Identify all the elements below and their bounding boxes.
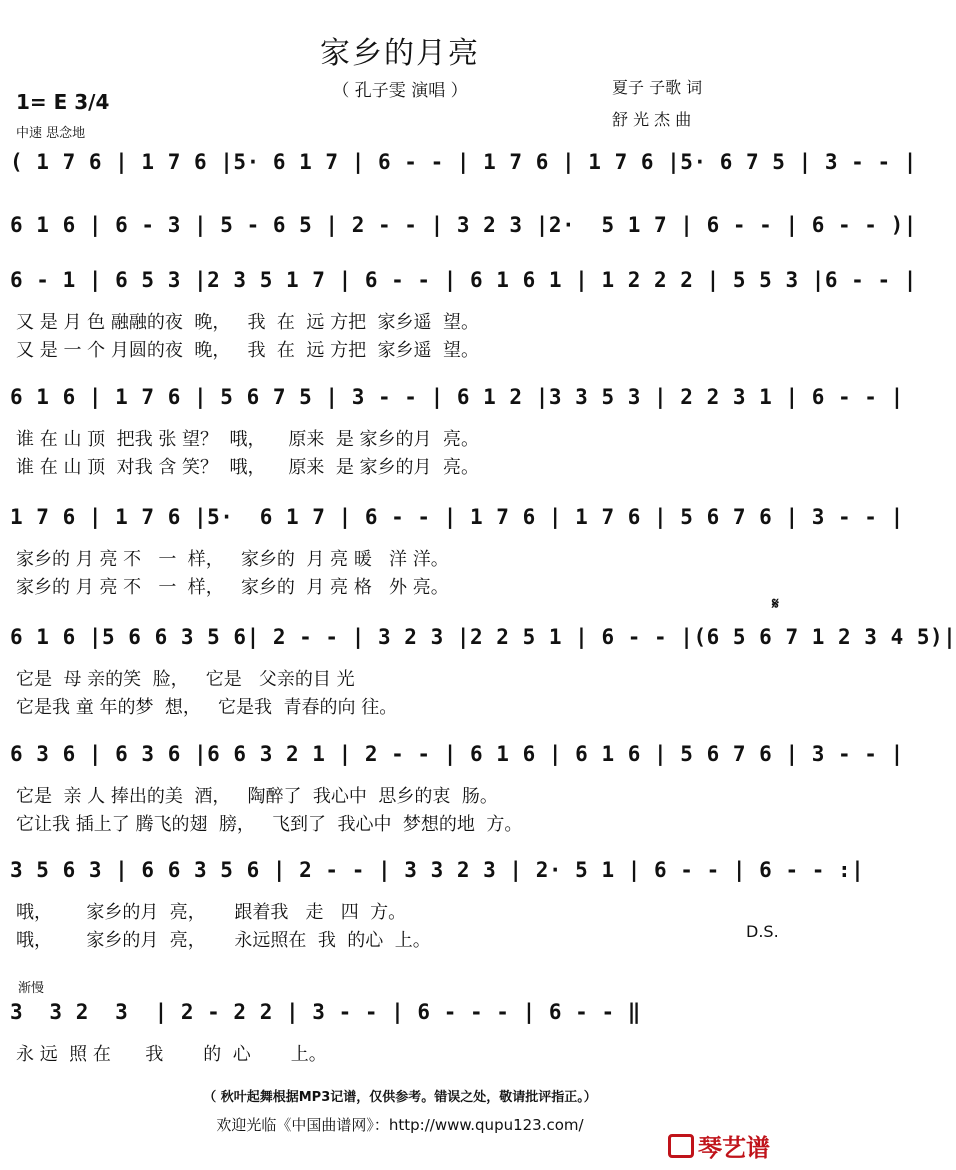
lyric-line: 又 是 一 个 月圆的夜 晚， 我 在 远 方把 家乡遥 望。 <box>16 340 479 361</box>
notation-row: 1 7 6 | 1 7 6 |5· 6 1 7 | 6 - - | 1 7 6 | 1 7 6 | 5 6 7 6 | 3 - - | <box>10 505 904 529</box>
song-title: 家乡的月亮 <box>320 36 480 71</box>
lyric-line: 谁 在 山 顶 把我 张 望？ 哦， 原来 是 家乡的月 亮。 <box>16 429 479 450</box>
notation-row: 3 3 2 3 | 2 - 2 2 | 3 - - | 6 - - - | 6 - - ‖ <box>10 1000 641 1024</box>
notation-row: 6 1 6 |5 6 6 3 5 6| 2 - - | 3 2 3 |2 2 5 1 | 6 - - |(6 5 6 7 1 2 3 4 5)| <box>10 625 956 649</box>
logo <box>668 1128 770 1163</box>
ds-marking: D.S. <box>746 922 779 941</box>
lyric-line: 家乡的 月 亮 不 一 样， 家乡的 月 亮 暖 洋 洋。 <box>16 549 449 570</box>
lyric-line: 哦， 家乡的月 亮， 永远照在 我 的心 上。 <box>16 930 431 951</box>
segno-sign: 𝄋 <box>772 596 779 613</box>
footnote: （ 秋叶起舞根据MP3记谱，仅供参考。错误之处，敬请批评指正。） <box>203 1090 597 1105</box>
lyric-line: 它是 亲 人 捧出的美 酒， 陶醉了 我心中 思乡的衷 肠。 <box>16 786 498 807</box>
lyric-line: 又 是 月 色 融融的夜 晚， 我 在 远 方把 家乡遥 望。 <box>16 312 479 333</box>
notation-row: 3 5 6 3 | 6 6 3 5 6 | 2 - - | 3 3 2 3 | 2· 5 1 | 6 - - | 6 - - :| <box>10 858 865 882</box>
notation-row: ( 1 7 6 | 1 7 6 |5· 6 1 7 | 6 - - | 1 7 6 | 1 7 6 |5· 6 7 5 | 3 - - | <box>10 150 917 174</box>
performer: （ 孔子雯 演唱 ） <box>332 81 468 101</box>
slowdown-marking: 渐慢 <box>18 981 45 996</box>
lyric-line: 家乡的 月 亮 不 一 样， 家乡的 月 亮 格 外 亮。 <box>16 577 449 598</box>
composer: 舒 光 杰 曲 <box>612 110 692 129</box>
notation-row: 6 1 6 | 6 - 3 | 5 - 6 5 | 2 - - | 3 2 3 |2· 5 1 7 | 6 - - | 6 - - )| <box>10 213 917 237</box>
lyric-line: 它是我 童 年的梦 想， 它是我 青春的向 往。 <box>16 697 398 718</box>
credits <box>612 72 702 136</box>
notation-row: 6 - 1 | 6 5 3 |2 3 5 1 7 | 6 - - | 6 1 6 1 | 1 2 2 2 | 5 5 3 |6 - - | <box>10 268 917 292</box>
logo-icon <box>668 1134 694 1158</box>
lyric-line: 哦， 家乡的月 亮， 跟着我 走 四 方。 <box>16 902 407 923</box>
lyric-line: 谁 在 山 顶 对我 含 笑？ 哦， 原来 是 家乡的月 亮。 <box>16 457 479 478</box>
logo-text: 琴艺谱 <box>698 1134 770 1162</box>
lyric-line: 永 远 照 在 我 的 心 上。 <box>16 1044 327 1065</box>
notation-row: 6 1 6 | 1 7 6 | 5 6 7 5 | 3 - - | 6 1 2 |3 3 5 3 | 2 2 3 1 | 6 - - | <box>10 385 904 409</box>
tempo-marking: 中速 思念地 <box>16 126 86 141</box>
lyricist: 夏子 子歌 词 <box>612 78 703 97</box>
lyric-line: 它是 母 亲的笑 脸， 它是 父亲的目 光 <box>16 669 355 690</box>
key-signature: 1= E 3/4 <box>16 90 110 114</box>
notation-row: 6 3 6 | 6 3 6 |6 6 3 2 1 | 2 - - | 6 1 6 | 6 1 6 | 5 6 7 6 | 3 - - | <box>10 742 904 766</box>
welcome-link[interactable]: 欢迎光临《中国曲谱网》：http://www.qupu123.com/ <box>216 1116 584 1134</box>
lyric-line: 它让我 插上了 腾飞的翅 膀， 飞到了 我心中 梦想的地 方。 <box>16 814 523 835</box>
